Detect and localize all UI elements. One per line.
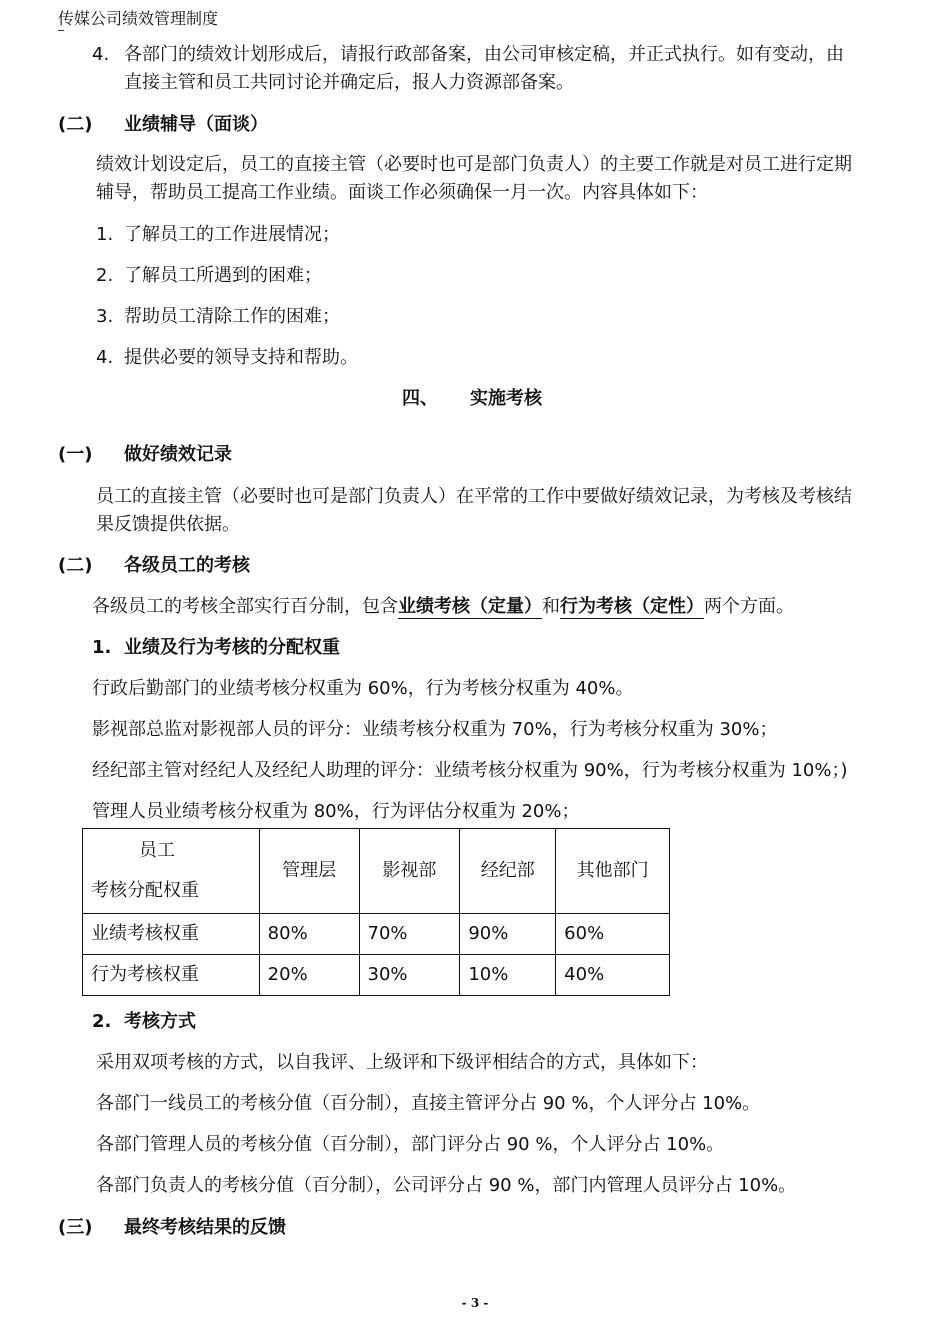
table-cell: 60%	[556, 914, 670, 955]
table-cell: 40%	[556, 955, 670, 996]
list-item: 了解员工的工作进展情况；	[124, 224, 340, 245]
underlined-term: 业绩考核（定量）	[398, 596, 542, 617]
weight-line: 行政后勤部门的业绩考核分权重为 60%，行为考核分权重为 40%。	[92, 678, 634, 699]
list-item: 提供必要的领导支持和帮助。	[124, 347, 358, 368]
paragraph-line	[92, 594, 794, 620]
column-header: 管理层	[259, 829, 359, 914]
page-number: - 3 -	[461, 1296, 489, 1310]
weight-table	[82, 828, 670, 996]
section-number: (二)	[58, 555, 93, 576]
row-label: 业绩考核权重	[83, 914, 260, 955]
method-line: 各部门负责人的考核分值（百分制），公司评分占 90 %，部门内管理人员评分占 10%。	[96, 1175, 797, 1196]
list-item-number: 4.	[96, 347, 114, 368]
table-row	[83, 955, 670, 996]
subsection-number: 1.	[92, 637, 112, 658]
list-item-number: 3.	[96, 306, 114, 327]
section-number: (三)	[58, 1217, 93, 1238]
corner-label-top: 员工	[139, 840, 175, 861]
table-row	[83, 914, 670, 955]
paragraph-line: 果反馈提供依据。	[96, 514, 240, 535]
list-item: 帮助员工清除工作的困难；	[124, 306, 340, 327]
document-header-title: 传媒公司绩效管理制度	[58, 9, 219, 28]
section-title: 最终考核结果的反馈	[124, 1217, 286, 1238]
section-number: (二)	[58, 114, 93, 135]
section-number: (一)	[58, 444, 93, 465]
section-title: 业绩辅导（面谈）	[124, 114, 268, 135]
method-line: 采用双项考核的方式，以自我评、上级评和下级评相结合的方式，具体如下：	[96, 1052, 708, 1073]
chapter-title: 实施考核	[470, 388, 542, 409]
method-line: 各部门一线员工的考核分值（百分制），直接主管评分占 90 %，个人评分占 10%。	[96, 1093, 761, 1114]
chapter-number: 四、	[402, 388, 438, 409]
method-line: 各部门管理人员的考核分值（百分制），部门评分占 90 %，个人评分占 10%。	[96, 1134, 725, 1155]
weight-line: 影视部总监对影视部人员的评分：业绩考核分权重为 70%，行为考核分权重为 30%；	[92, 719, 778, 740]
table-cell: 10%	[460, 955, 556, 996]
table-header-row	[83, 829, 670, 914]
paragraph-line: 辅导，帮助员工提高工作业绩。面谈工作必须确保一月一次。内容具体如下：	[96, 182, 708, 203]
subsection-number: 2.	[92, 1011, 112, 1032]
table-cell: 30%	[359, 955, 460, 996]
column-header: 其他部门	[556, 829, 670, 914]
intro-text: 各级员工的考核全部实行百分制，包含	[92, 596, 398, 617]
row-label: 行为考核权重	[83, 955, 260, 996]
section-title: 各级员工的考核	[124, 555, 250, 576]
paragraph-line: 员工的直接主管（必要时也可是部门负责人）在平常的工作中要做好绩效记录，为考核及考核结	[96, 486, 852, 507]
weight-line: 经纪部主管对经纪人及经纪人助理的评分：业绩考核分权重为 90%，行为考核分权重为 10%；)	[92, 760, 848, 781]
paragraph-line: 绩效计划设定后，员工的直接主管（必要时也可是部门负责人）的主要工作就是对员工进行定期	[96, 154, 852, 175]
table-cell: 90%	[460, 914, 556, 955]
list-item-number: 2.	[96, 265, 114, 286]
column-header: 经纪部	[460, 829, 556, 914]
subsection-title: 业绩及行为考核的分配权重	[124, 637, 340, 658]
table-cell: 70%	[359, 914, 460, 955]
list-item: 了解员工所遇到的困难；	[124, 265, 322, 286]
header-rule	[58, 30, 64, 31]
table-cell: 80%	[259, 914, 359, 955]
underlined-term: 行为考核（定性）	[560, 596, 704, 617]
list-item-number: 1.	[96, 224, 114, 245]
section-title: 做好绩效记录	[124, 444, 232, 465]
paragraph-line: 各部门的绩效计划形成后，请报行政部备案，由公司审核定稿，并正式执行。如有变动，由	[124, 44, 844, 65]
table-cell: 20%	[259, 955, 359, 996]
weight-line: 管理人员业绩考核分权重为 80%，行为评估分权重为 20%；	[92, 801, 580, 822]
corner-label-bottom: 考核分配权重	[91, 880, 199, 901]
intro-text: 两个方面。	[704, 596, 794, 617]
list-item-number: 4.	[92, 44, 110, 65]
subsection-title: 考核方式	[124, 1011, 196, 1032]
intro-text: 和	[542, 596, 560, 617]
table-corner-cell	[83, 829, 260, 914]
column-header: 影视部	[359, 829, 460, 914]
paragraph-line: 直接主管和员工共同讨论并确定后，报人力资源部备案。	[124, 72, 574, 93]
